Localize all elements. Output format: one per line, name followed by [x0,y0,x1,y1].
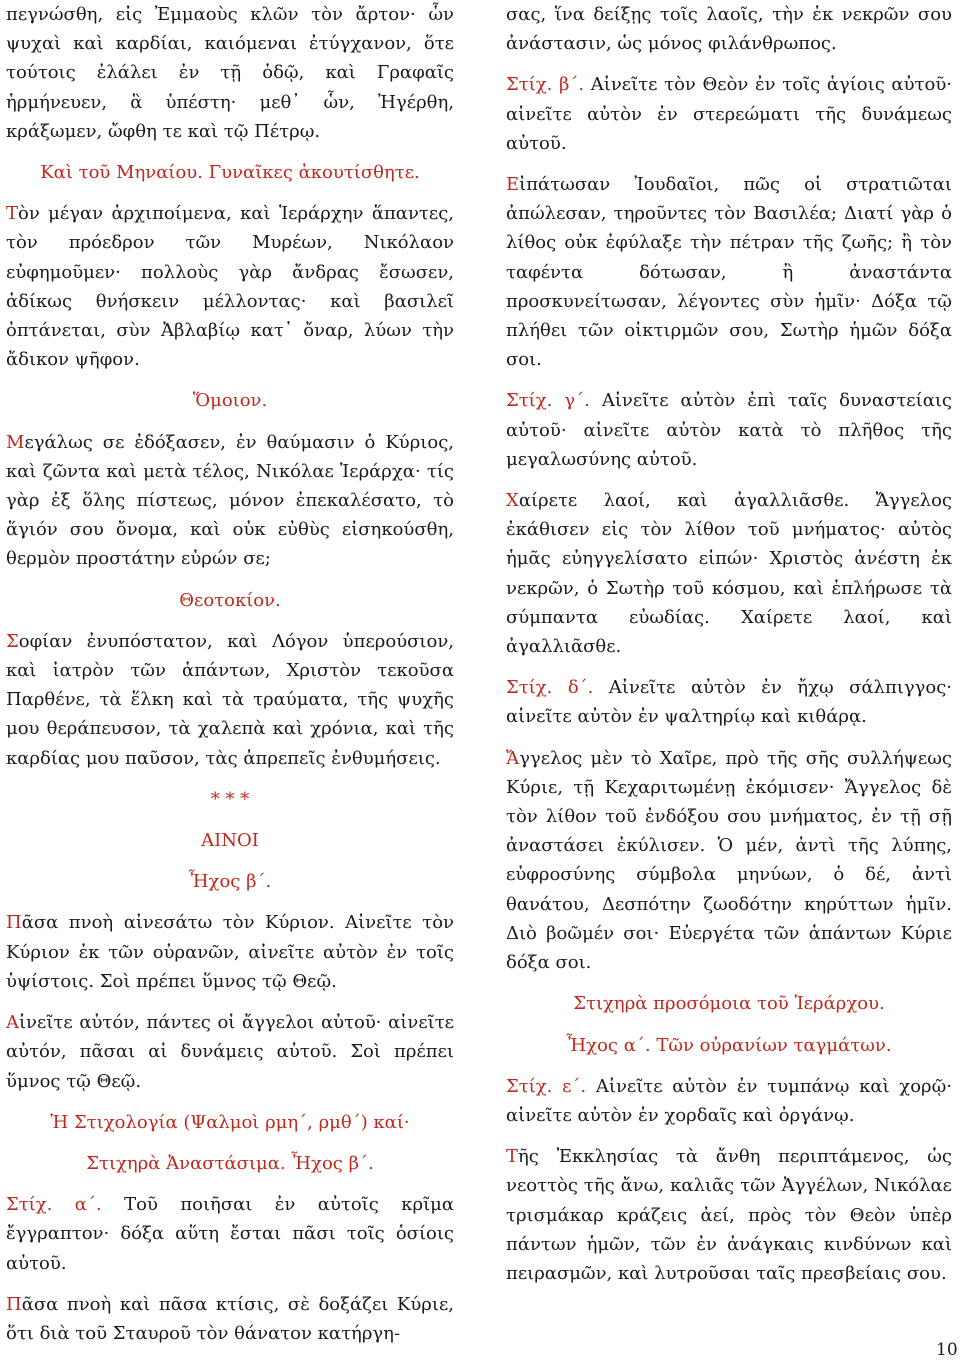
initial-letter: Ε [506,174,520,196]
verse-label: Στίχ. ε΄. [506,1075,587,1097]
initial-letter: Π [6,912,22,934]
heading-echos-a: Ἦχος α΄. Τῶν οὐρανίων ταγμάτων. [566,1034,892,1056]
verse-paragraph: Στίχ. β΄. Αἰνεῖτε τὸν Θεὸν ἐν τοῖς ἁγίοις αὐτοῦ· αἰνεῖτε αὐτὸν ἐν στερεώματι τῆς δυνάμεως αὐτοῦ. [506,74,952,154]
initial-letter: Α [6,1012,19,1034]
troparion-paragraph: Σοφίαν ἐνυπόστατον, καὶ Λόγον ὑπερούσιον, καὶ ἰατρὸν τῶν ἁπάντων, Χριστὸν τεκοῦσα Παρθένε, τὰ ἕλκη καὶ τὰ τραύματα, τῆς ψυχῆς μου θεράπευσον, τὰ χαλεπὰ καὶ χρόνια, καὶ τῆς καρδίας μου παῦσον, τὰς ἀπρεπεῖς ἐνθυμήσεις. [6,630,454,769]
psalm-paragraph: Πᾶσα πνοὴ αἰνεσάτω τὸν Κύριον. Αἰνεῖτε τὸν Κύριον ἐκ τῶν οὐρανῶν, αἰνεῖτε αὐτὸν ἐν τοῖς ὑψίστοις. Σοὶ πρέπει ὕμνος τῷ Θεῷ. [6,912,454,992]
heading-stichera-ierarchou: Στιχηρὰ προσόμοια τοῦ Ἱεράρχου. [573,993,885,1015]
verse-label: Στίχ. δ΄. [506,677,594,699]
verse-paragraph: Στίχ. ε΄. Αἰνεῖτε αὐτὸν ἐν τυμπάνῳ καὶ χορῷ· αἰνεῖτε αὐτὸν ἐν χορδαῖς καὶ ὀργάνῳ. [506,1075,953,1126]
heading-theotokion: Θεοτοκίον. [179,589,281,611]
continued-paragraph: σας, ἵνα δείξῃς τοῖς λαοῖς, τὴν ἐκ νεκρῶν σου ἀνάστασιν, ὡς μόνος φιλάνθρωπος. [506,4,952,55]
verse-paragraph: Στίχ. α΄. Τοῦ ποιῆσαι ἐν αὐτοῖς κρῖμα ἔγγραπτον· δόξα αὕτη ἔσται πᾶσι τοῖς ὁσίοις αὐτοῦ. [6,1194,454,1274]
section-heading-menaion: Καὶ τοῦ Μηναίου. Γυναῖκες ἀκουτίσθητε. [40,162,420,184]
initial-letter: Π [6,1293,22,1315]
verse-label: Στίχ. β΄. [506,74,585,96]
troparion-paragraph: Τὸν μέγαν ἀρχιποίμενα, καὶ Ἱεράρχην ἅπαντες, τὸν πρόεδρον τῶν Μυρέων, Νικόλαον εὐφημοῦμεν· πολλοὺς γὰρ ἄνδρας ἔσωσεν, ἀδίκως θνήσκειν μέλλοντας· καὶ βασιλεῖ ὀπτάνεται, σὺν Ἀβλαβίῳ κατ᾽ ὄναρ, λύων τὴν ἄδικον ψῆφον. [6,203,454,371]
sticheron-paragraph: Χαίρετε λαοί, καὶ ἀγαλλιᾶσθε. Ἄγγελος ἐκάθισεν εἰς τὸν λίθον τοῦ μνήματος· αὐτὸς ἡμᾶς εὐηγγελίσατο εἰπών· Χριστὸς ἀνέστη ἐκ νεκρῶν, ὁ Σωτὴρ τοῦ κόσμου, καὶ ἐπλήρωσε τὰ σύμπαντα εὐωδίας. Χαίρετε λαοί, καὶ ἀγαλλιᾶσθε. [506,490,952,658]
sticheron-paragraph: Ἄγγελος μὲν τὸ Χαῖρε, πρὸ τῆς σῆς συλλήψεως Κύριε, τῇ Κεχαριτωμένῃ ἐκόμισεν· Ἄγγελος δὲ τὸν λίθον τοῦ ἐνδόξου σου μνήματος, ἐν τῇ σῇ ἀναστάσει ἐκύλισεν. Ὁ μέν, ἀντὶ τῆς λύπης, εὐφροσύνης σύμβολα μηνύων, ὁ δέ, ἀντὶ θανάτου, Δεσπότην ζωοδότην κηρύττων ἡμῖν. Διὸ βοῶμέν σοι· Εὐεργέτα τῶν ἁπάντων Κύριε δόξα σοι. [506,747,952,974]
heading-echos-b: Ἦχος β΄. [188,871,272,893]
initial-letter: Τ [506,1146,519,1168]
initial-letter: Ἄ [506,747,520,769]
verse-label: Στίχ. γ΄. [506,390,590,412]
heading-homoion: Ὅμοιον. [192,390,268,412]
verse-paragraph: Στίχ. γ΄. Αἰνεῖτε αὐτὸν ἐπὶ ταῖς δυναστείαις αὐτοῦ· αἰνεῖτε αὐτὸν κατὰ τὸ πλῆθος τῆς μεγαλωσύνης αὐτοῦ. [506,390,952,470]
continued-paragraph: πεγνώσθη, εἰς Ἐμμαοὺς κλῶν τὸν ἄρτον· ὧν ψυχαὶ καὶ καρδίαι, καιόμεναι ἐτύγχανον, ὅτε τούτοις ἐλάλει ἐν τῇ ὁδῷ, καὶ Γραφαῖς ἡρμήνευεν, ἃ ὑπέστη· μεθ᾽ ὧν, Ἠγέρθη, κράξωμεν, ὤφθη τε καὶ τῷ Πέτρῳ. [6,4,454,142]
verse-paragraph: Στίχ. δ΄. Αἰνεῖτε αὐτὸν ἐν ἤχῳ σάλπιγγος· αἰνεῖτε αὐτὸν ἐν ψαλτηρίῳ καὶ κιθάρᾳ. [506,677,952,728]
sticheron-paragraph: Τῆς Ἐκκλησίας τὰ ἄνθη περιπτάμενος, ὡς νεοττὸς τῆς ἄνω, καλιᾶς τῶν Ἀγγέλων, Νικόλαε τρισμάκαρ κράζεις ἀεί, πρὸς τὸν Θεὸν ὑπὲρ πάντων ἡμῶν, τῶν ἐν ἀνάγκαις κινδύνων καὶ πειρασμῶν, καὶ λυτροῦσαι ταῖς πρεσβείαις σου. [506,1146,952,1284]
sticheron-paragraph: Πᾶσα πνοὴ καὶ πᾶσα κτίσις, σὲ δοξάζει Κύριε, ὅτι διὰ τοῦ Σταυροῦ τὸν θάνατον κατήργη- [6,1293,454,1344]
initial-letter: Τ [6,203,19,225]
troparion-paragraph: Μεγάλως σε ἐδόξασεν, ἐν θαύμασιν ὁ Κύριος, καὶ ζῶντα καὶ μετὰ τέλος, Νικόλαε Ἱεράρχα· τίς γὰρ ἐξ ὅλης πίστεως, μόνον ἐπεκαλέσατο, τὸ ἅγιόν σου ὄνομα, καὶ οὐκ εὐθὺς εἰσηκούσθη, θερμὸν προστάτην εὑρών σε; [6,431,454,570]
initial-letter: Μ [6,431,25,453]
page-number: 10 [936,1340,958,1360]
heading-stichera-anastasima: Στιχηρὰ Ἀναστάσιμα. Ἦχος β΄. [86,1152,374,1174]
left-column [6,0,454,1360]
verse-label: Στίχ. α΄. [6,1194,102,1216]
sticheron-paragraph: Εἰπάτωσαν Ἰουδαῖοι, πῶς οἱ στρατιῶται ἀπώλεσαν, τηροῦντες τὸν Βασιλέα; Διατί γὰρ ὁ λίθος οὐκ ἐφύλαξε τὴν πέτραν τῆς ζωῆς; ἢ τὸν ταφέντα δότωσαν, ἢ ἀναστάντα προσκυνείτωσαν, λέγοντες σὺν ἡμῖν· Δόξα τῷ πλήθει τῶν οἰκτιρμῶν σου, Σωτὴρ ἡμῶν δόξα σοι. [506,174,952,371]
heading-ainoi: ΑΙΝΟΙ [201,830,259,852]
right-column [506,0,952,1300]
section-separator-stars: * * * [210,788,250,810]
initial-letter: Σ [6,630,19,652]
initial-letter: Χ [506,490,519,512]
heading-stichologia: Ἡ Στιχολογία (Ψαλμοὶ ρμη΄, ρμθ΄) καί· [50,1111,410,1133]
psalm-paragraph: Αἰνεῖτε αὐτόν, πάντες οἱ ἄγγελοι αὐτοῦ· αἰνεῖτε αὐτόν, πᾶσαι αἱ δυνάμεις αὐτοῦ. Σοὶ πρέπει ὕμνος τῷ Θεῷ. [6,1012,454,1092]
